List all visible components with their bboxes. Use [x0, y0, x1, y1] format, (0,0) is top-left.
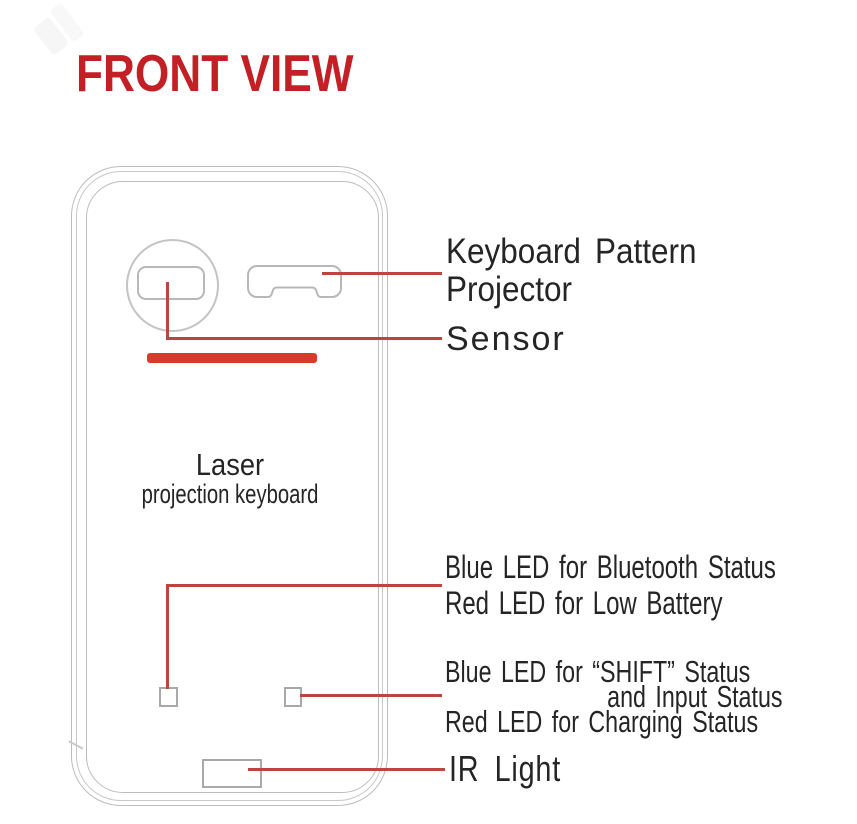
label-line: Red LED for Low Battery	[445, 585, 723, 621]
label-line: Blue LED for Bluetooth Status	[445, 549, 776, 585]
ir-light-window	[202, 759, 262, 788]
label-shift-charging-led	[445, 654, 792, 739]
device-name-line2: projection keyboard	[141, 479, 319, 509]
label-keyboard-pattern-projector	[446, 233, 697, 309]
leader-line-shift	[300, 694, 442, 697]
leader-line-projector	[322, 272, 442, 275]
label-line: and Input Status	[607, 679, 783, 714]
label-line: Red LED for Charging Status	[445, 704, 759, 739]
label-sensor	[446, 320, 566, 358]
sensor-window	[137, 266, 205, 300]
label-line: Sensor	[446, 320, 566, 358]
leader-line-bluetooth-vertical	[166, 585, 169, 689]
leader-line-sensor-horizontal	[166, 337, 442, 340]
label-line: IR Light	[449, 748, 562, 789]
label-line: Blue LED for “SHIFT” Status	[445, 654, 751, 689]
device-name	[105, 448, 355, 508]
leader-line-sensor-vertical	[166, 282, 169, 340]
shift-charging-led	[284, 687, 302, 707]
red-indicator-bar	[147, 353, 317, 363]
label-line: Keyboard Pattern	[446, 232, 697, 271]
label-ir-light	[449, 749, 561, 789]
label-bluetooth-battery-led	[445, 549, 776, 621]
label-line: Projector	[446, 270, 573, 309]
leader-line-bluetooth-horizontal	[166, 584, 442, 587]
device-name-line1: Laser	[195, 447, 265, 482]
leader-line-ir	[248, 768, 445, 771]
keyboard-pattern-projector-window	[246, 264, 343, 301]
bluetooth-battery-led	[159, 687, 178, 707]
page-title: FRONT VIEW	[76, 45, 354, 103]
